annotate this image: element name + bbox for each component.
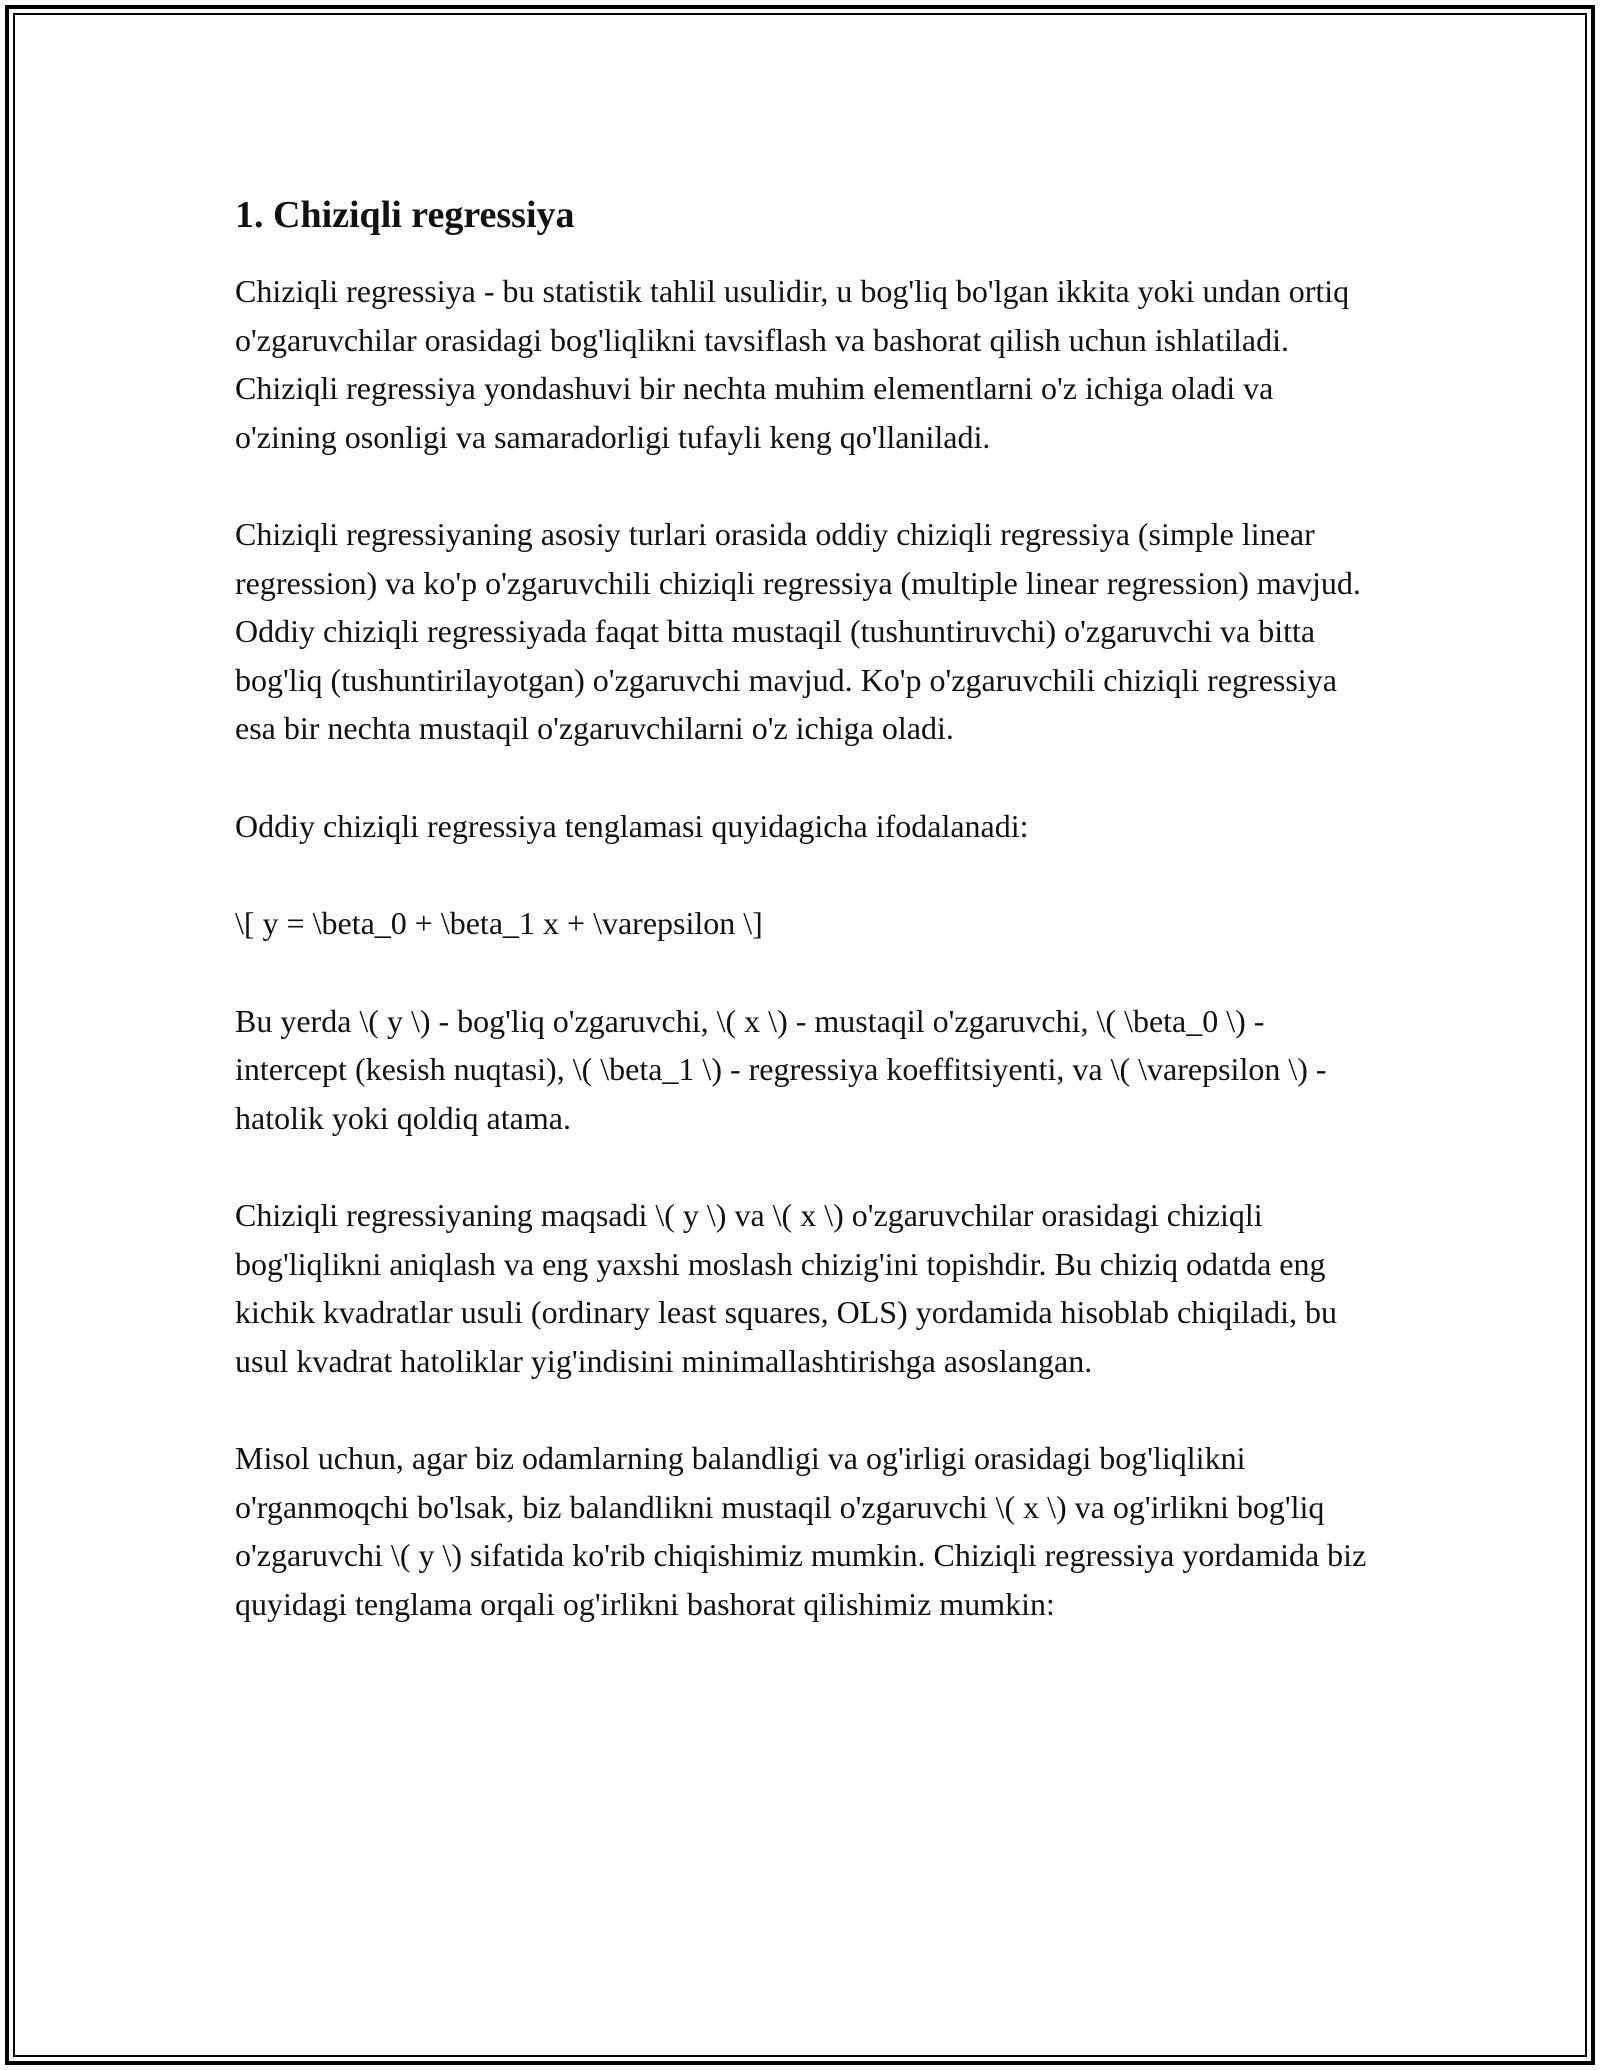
paragraph-intro: Chiziqli regressiya - bu statistik tahlil usulidir, u bog'liq bo'lgan ikkita yoki undan ortiq o'zgaruvchilar orasidagi bog'liqlikni tavsiflash va bashorat qilish uchun ishlatiladi. Chiziqli regressiya yondashuvi bir nechta muhim elementlarni o'z ichiga oladi va o'zining osonligi va samaradorligi tufayli keng qo'llaniladi. (235, 273, 1350, 455)
paragraph-goal: Chiziqli regressiyaning maqsadi \( y \) va \( x \) o'zgaruvchilar orasidagi chiziqli bog'liqlikni aniqlash va eng yaxshi moslash chizig'ini topishdir. Bu chiziq odatda eng kichik kvadratlar usuli (ordinary least squares, OLS) yordamida hisoblab chiqiladi, bu usul kvadrat hatoliklar yig'indisini minimallashtirishga asoslangan. (235, 1197, 1337, 1379)
document-body (235, 185, 1375, 1628)
paragraph-types: Chiziqli regressiyaning asosiy turlari orasida oddiy chiziqli regressiya (simple linear regression) va ko'p o'zgaruvchili chiziqli regressiya (multiple linear regression) mavjud. Oddiy chiziqli regressiyada faqat bitta mustaqil (tushuntiruvchi) o'zgaruvchi va bitta bog'liq (tushuntirilayotgan) o'zgaruvchi mavjud. Ko'p o'zgaruvchili chiziqli regressiya esa bir nechta mustaqil o'zgaruvchilarni o'z ichiga oladi. (235, 516, 1361, 746)
section-heading: 1. Chiziqli regressiya (235, 194, 575, 236)
equation-line: \[ y = \beta_0 + \beta_1 x + \varepsilon \] (235, 905, 763, 941)
paragraph-example: Misol uchun, agar biz odamlarning balandligi va og'irligi orasidagi bog'liqlikni o'rganmoqchi bo'lsak, biz balandlikni mustaqil o'zgaruvchi \( x \) va og'irlikni bog'liq o'zgaruvchi \( y \) sifatida ko'rib chiqishimiz mumkin. Chiziqli regressiya yordamida biz quyidagi tenglama orqali og'irlikni bashorat qilishimiz mumkin: (235, 1440, 1367, 1622)
paragraph-variables: Bu yerda \( y \) - bog'liq o'zgaruvchi, \( x \) - mustaqil o'zgaruvchi, \( \beta_0 \) - intercept (kesish nuqtasi), \( \beta_1 \) - regressiya koeffitsiyenti, va \( \varepsilon \) - hatolik yoki qoldiq atama. (235, 1002, 1327, 1136)
paragraph-equation-intro: Oddiy chiziqli regressiya tenglamasi quyidagicha ifodalanadi: (235, 807, 1029, 844)
